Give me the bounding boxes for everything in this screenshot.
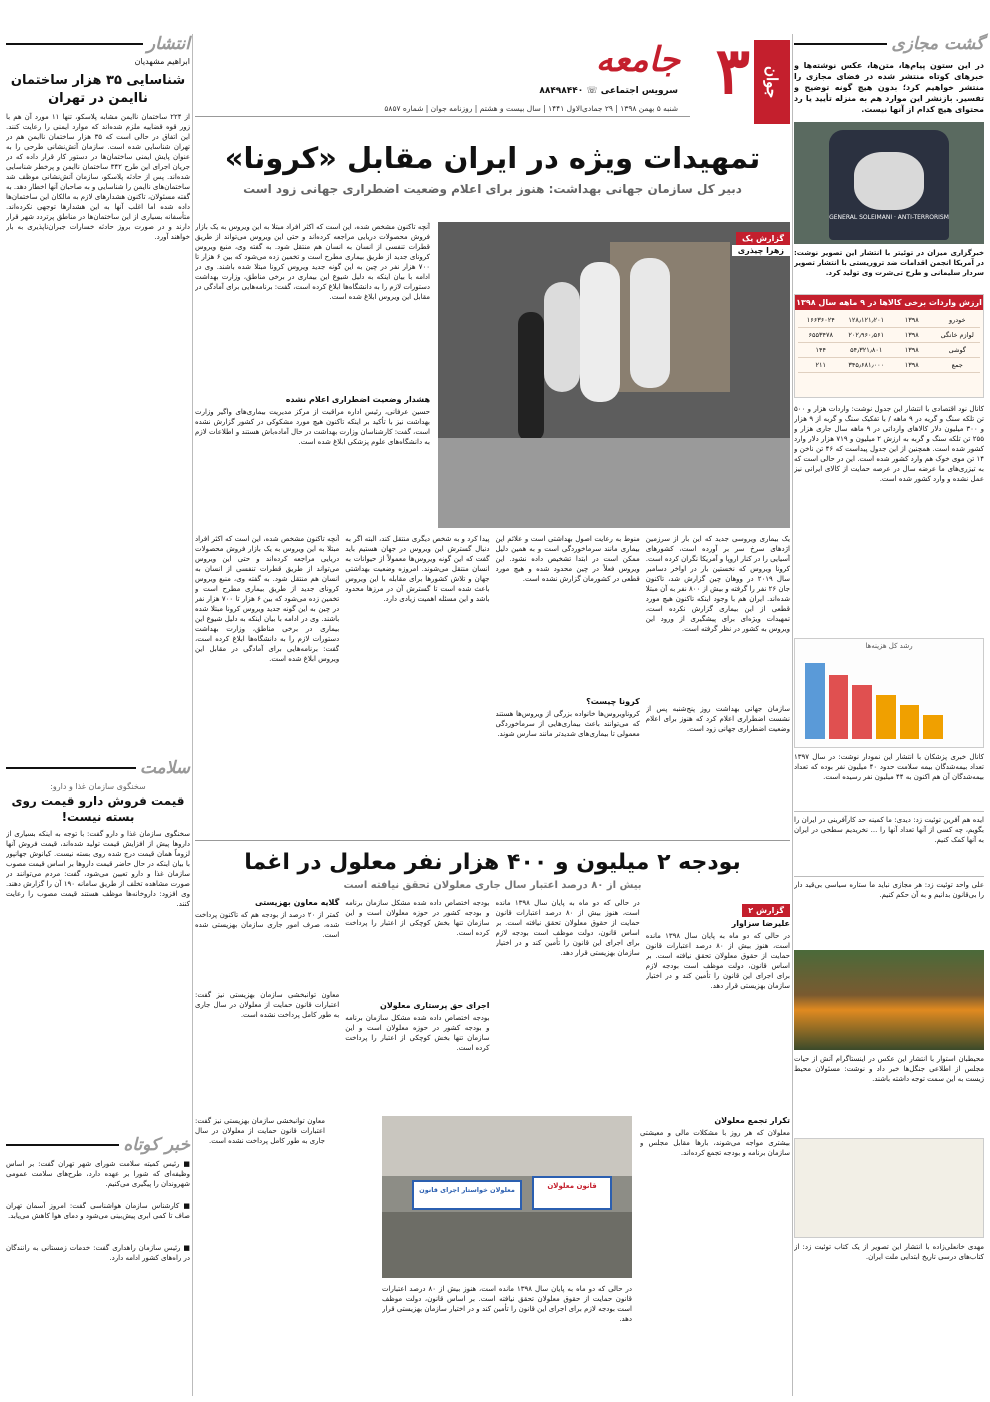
section-header-gasht	[794, 34, 984, 54]
section-title: جامعه	[595, 40, 680, 80]
table-cell: ۶۵۵۳۴۷۸	[808, 331, 833, 339]
table-cell: ۱۳۹۸	[904, 331, 919, 339]
chart-bar	[923, 715, 943, 739]
left-headline: شناسایی ۳۵ هزار ساختمان ناایمن در تهران	[10, 73, 186, 106]
second-lower-left	[195, 1116, 325, 1386]
column-intro: در این ستون پیام‌ها، متن‌ها، عکس نوشته‌ها و خبرهای کوتاه منتشر شده در فضای مجازی را منتشر خواهیم کرد؛ بدون هیچ گونه توضیح و تفسیر. بازنشر این موارد هم به منزله تأیید یا رد محتوای هیچ کدام از آنها نیست.	[794, 61, 984, 114]
service-line: سرویس اجتماعی ☏ ۸۸۴۹۸۴۴۰	[539, 86, 678, 96]
table-cell: ۱۳۹۸	[904, 361, 919, 369]
section-title-brief: خبر کوتاه	[123, 1135, 190, 1155]
insurance-chart	[794, 638, 984, 748]
table-row	[798, 313, 980, 328]
table-cell: گوشی	[948, 346, 966, 354]
subhead: گلایه معاون بهزیستی	[255, 898, 340, 907]
health-headline: قیمت فروش دارو قیمت روی بسته نیست!	[11, 794, 185, 824]
main-col-d	[195, 534, 339, 796]
second-subtitle: بیش از ۸۰ درصد اعتبار سال جاری معلولان تحقق نیافته است	[343, 880, 642, 891]
table-cell: ۱۳۹۸	[904, 316, 919, 324]
table-cell: ۲۰۲٫۹۶۰٫۵۶۱	[848, 331, 885, 339]
tweet-entrepreneur: ایده هم آفرین توئیت زد: دیدی: ما کمینه حد کارآفرینی در ایران را بگویم، چه کسی از آنها تعداد آنها را ... نخریدیم سطحی در ایران به آنها کمک کنیم.	[794, 816, 984, 844]
imports-table-body	[795, 310, 983, 376]
section-header-brief	[6, 1135, 190, 1155]
main-lower-columns	[195, 534, 790, 796]
section-title-enteshar: انتشار	[146, 34, 190, 54]
second-col-3	[345, 898, 489, 1108]
masthead-rule	[195, 116, 690, 117]
report-tag	[732, 226, 790, 256]
left-column	[6, 34, 190, 1273]
main-headline: تمهیدات ویژه در ایران مقابل «کرونا»	[224, 141, 761, 175]
right-column	[794, 34, 984, 1282]
page-number: ۳	[715, 34, 750, 109]
section-title-salamat: سلامت	[139, 758, 190, 778]
tshirt-photo	[794, 122, 984, 244]
body-text: در حالی که دو ماه به پایان سال ۱۳۹۸ مانده است، هنوز بیش از ۸۰ درصد اعتبارات قانون حمایت از حقوق معلولان تحقق نیافته است. بر اساس قانون، دولت موظف است بودجه لازم برای اجرای این قانون را تأمین کند و در اختیار سازمان بهزیستی قرار دهد.	[645, 932, 790, 990]
forest-fire-photo	[794, 950, 984, 1050]
body-text: در حالی که دو ماه به پایان سال ۱۳۹۸ مانده است، هنوز بیش از ۸۰ درصد اعتبارات قانون حمایت از حقوق معلولان تحقق نیافته است. بر اساس قانون، دولت موظف است بودجه لازم برای اجرای این قانون را تأمین کند و در اختیار سازمان بهزیستی قرار دهد.	[382, 1285, 632, 1323]
divider-left	[192, 34, 193, 1396]
table-row	[798, 328, 980, 343]
protest-banner-2: معلولان خواستار اجرای قانون	[412, 1180, 522, 1210]
main-col-b	[496, 534, 640, 796]
health-body: سخنگوی سازمان غذا و دارو گفت: با توجه به اینکه بسیاری از داروها پیش از افزایش قیمت تولید شده‌اند، قیمت فروش آنها لزوماً همان قیمت درج شده روی بسته نیست. کیانوش جهانپور با بیان اینکه در حال حاضر قیمت داروها بر اساس قیمت مصوب سازمان غذا و دارو تعیین می‌شود، گفت: مردم می‌توانند در صورت مشاهده تخلف از طریق سامانه ۱۹۰ آن را گزارش دهند. وی افزود: داروخانه‌ها موظف هستند قیمت مصوب را رعایت کنند.	[6, 830, 190, 908]
body-text: منوط به رعایت اصول بهداشتی است و علائم این بیماری مانند سرماخوردگی است و به همین دلیل ممکن است در ابتدا تشخیص داده نشود. این ویروس فعلاً در چین محدود شده و هیچ مورد قطعی در کشورمان گزارش نشده است.	[495, 535, 640, 583]
second-col-2	[496, 898, 640, 1108]
table-cell: ۱۳۹۸	[904, 346, 919, 354]
body-text: بودجه اختصاص داده شده مشکل سازمان برنامه و بودجه کشور در حوزه معلولان است و این سازمان تنها بخش کوچکی از اعتبار را پرداخت کرده است.	[345, 1014, 490, 1052]
table-row	[798, 343, 980, 358]
subhead: هشدار وضعیت اضطراری اعلام نشده	[285, 395, 430, 404]
table-row	[798, 358, 980, 373]
second-col-1	[646, 898, 790, 1108]
tweet-ali: علی واحد توئیت زد: هر مجازی نباید ما ستاره سیاسی بی‌قید دار را بی‌قانون بدانیم و به آن حکم کنیم.	[794, 881, 984, 899]
main-photo	[438, 222, 790, 528]
report2-author: علیرضا سزاوار	[731, 919, 790, 928]
second-lower-right	[640, 1116, 790, 1390]
main-col-a	[646, 534, 790, 796]
second-story	[195, 848, 790, 1396]
body-text: کروناویروس‌ها خانواده بزرگی از ویروس‌ها هستند که می‌توانند باعث بیماری‌هایی از سرماخوردگی معمولی تا بیماری‌های شدیدتر مانند سارس شوند.	[495, 710, 640, 738]
divider-story	[195, 840, 790, 841]
body-text: کمتر از ۲۰ درصد از بودجه هم که تاکنون پرداخت شده، صرف امور جاری سازمان بهزیستی شده است.	[195, 911, 340, 939]
body-text: بودجه اختصاص داده شده مشکل سازمان برنامه و بودجه کشور در حوزه معلولان است و این سازمان تنها بخش کوچکی از اعتبار را پرداخت کرده است.	[345, 899, 490, 937]
body-text: پیدا کرد و به شخص دیگری منتقل کند، البته اگر به دنبال گسترش این ویروس در جهان هستیم باید گفت که این گونه ویروس‌ها معمولاً از حیوانات به انسان منتقل می‌شوند. امروزه وضعیت بهداشتی جهان و تلاش کشورها برای مقابله با این ویروس باعث شده است تا گسترش آن در مرزها محدود باشد و این مسئله اهمیت زیادی دارد.	[345, 535, 490, 603]
fire-caption: محیطبان استوار با انتشار این عکس در اینستاگرام آتش از حیات مجلس از اطلاعی جنگل‌ها خبر داد و نوشت: مسئولان محیط زیست به این سمت توجه داشته باشند.	[794, 1055, 984, 1083]
imports-table	[794, 294, 984, 398]
divider-right	[792, 34, 793, 1396]
body-text: معلولان که هر روز با مشکلات مالی و معیشتی بیشتری مواجه می‌شوند، بارها مقابل مجلس و سازمان برنامه و بودجه تجمع کرده‌اند.	[640, 1129, 790, 1157]
chart-caption: کانال خبری پزشکان با انتشار این نمودار نوشت: در سال ۱۳۹۷ تعداد بیمه‌شدگان بیمه سلامت حدود ۴۰ میلیون نفر بوده که تعداد بیمه‌شدگان آن هم اکنون به ۴۴ میلیون نفر رسیده است.	[794, 753, 984, 781]
letter-photo	[794, 1138, 984, 1238]
brief-item: ■ رئیس سازمان راهداری گفت: خدمات زمستانی به رانندگان در راه‌های کشور ادامه دارد.	[6, 1244, 190, 1262]
imports-text: کانال نود اقتصادی با انتشار این جدول نوشت: واردات هزار و ۵۰۰ تن تلکه سنگ و گریه در ۹ ماهه / با تفکیک سنگ و گربه از ۹ هزار و ۳۰۰ میلیون دلار کالاهای وارداتی در ۹ ماهه سال جاری هزار و ۲۵۵ تن تلکه سنگ و گربه به ارزش ۲ میلیون و ۷۱۹ هزار دلار وارد کشور شده است. همچنین از این جدول پیداست که ۴۶ تن ناخن و ۱۴ تن موی خوک هم وارد کشور شده است. این در حالی است که به تیزری‌های ما عرضه سال در عرصه حمایت از کالای ایرانی نیز عمل نشده و وارد کشور شده است.	[794, 405, 984, 483]
brief-item: ■ کارشناس سازمان هواشناسی گفت: امروز آسمان تهران صاف تا کمی ابری پیش‌بینی می‌شود و دمای هوا کاهش می‌یابد.	[6, 1202, 190, 1220]
main-col-c	[345, 534, 489, 796]
section-title-gasht: گشت مجازی	[891, 34, 984, 54]
left-body: از ۲۲۴ ساختمان ناایمن مشابه پلاسکو، تنها ۱۱ مورد آن هم با زور قوه قضاییه ملزم شده‌اند که موارد ایمنی را رعایت کنند. این اتفاق در حالی است که ۳۵ هزار ساختمان ناایمن هم در تهران شناسایی شده است. سازمان آتش‌نشانی طرحی را به عنوان پایش ایمنی ساختمان‌ها در دستور کار قرار داده که در جریان اجرای این طرح ۳۴۲ ساختمان ناایمن و پرخطر شناسایی شده‌اند. پس از حادثه پلاسکو، سازمان آتش‌نشانی موظف شد ساختمان‌های ناایمن را شناسایی و به صاحبان آنها اخطار دهد. به گفته مسئولان، تاکنون هشدارهای لازم به مالکان این ساختمان‌ها داده شده اما اغلب آنها به این هشدارها توجهی نکرده‌اند. متأسفانه بسیاری از این ساختمان‌ها در مناطق پرتردد شهر قرار دارند و در صورت بروز حادثه خسارات جبران‌ناپذیری به بار خواهند آورد.	[6, 113, 190, 241]
second-lower-mid	[382, 1284, 632, 1384]
brief-item: ■ رئیس کمیته سلامت شورای شهر تهران گفت: بر اساس وظیفه‌ای که شورا بر عهده دارد، طرح‌های سلامت عمومی شهروندان را پیگیری می‌کنیم.	[6, 1160, 190, 1188]
chart-bar	[805, 663, 825, 739]
chart-bar	[876, 695, 896, 739]
dateline: شنبه ۵ بهمن ۱۳۹۸ | ۲۹ جمادی‌الاول ۱۴۴۱ | سال بیست و هشتم | روزنامه جوان | شماره ۵۸۵۷	[384, 104, 678, 113]
main-text-col1	[195, 222, 430, 531]
table-cell: ۱۲۸٫۱۲۱٫۲۰۱	[848, 316, 885, 324]
letter-caption: مهدی خانعلی‌زاده با انتشار این تصویر از یک کتاب توئیت زد: از کتاب‌های درسی تاریخ ابتدایی ملت ایران.	[794, 1243, 984, 1261]
chart-bar	[900, 705, 920, 739]
table-cell: ۱۴۴	[815, 346, 826, 354]
subhead: اجرای حق پرستاری معلولان	[380, 1001, 490, 1010]
table-cell: لوازم خانگی	[940, 331, 974, 339]
body-text: آنچه تاکنون مشخص شده، این است که اکثر افراد مبتلا به این ویروس به یک بازار فروش محصولات دریایی مراجعه کرده‌اند و حتی این ویروس می‌تواند از طریق قطرات تنفسی از انسان به انسان هم منتقل شود. به گفته وی، منبع ویروس کرونای جدید از طریق بیماری مطرح است و تخمین زده می‌شود که بین ۶ هزار تا ۷۰۰ هزار نفر در چین به این گونه جدید ویروس کرونا مبتلا شده باشند. وی در ادامه با بیان اینکه به دلیل شیوع این بیماری در برخی مناطق، وزارت بهداشت دستورات لازم را به دانشگاه‌ها ابلاغ کرده است، گفت: برنامه‌هایی برای آمادگی در مقابل این ویروس ابلاغ شده است.	[195, 223, 430, 301]
section-header-salamat	[6, 758, 190, 778]
body-text: حسین عرفانی، رئیس اداره مراقبت از مرکز مدیریت بیماری‌های واگیر وزارت بهداشت نیز با تأکید بر اینکه تاکنون هیچ مورد مشکوکی در کشور گزارش نشده است، گفت: کارشناسان وزارت بهداشت در حال آماده‌باش هستند و اطلاعات لازم به دانشگاه‌های علوم پزشکی ابلاغ شده است.	[195, 408, 430, 446]
body-text: در حالی که دو ماه به پایان سال ۱۳۹۸ مانده است، هنوز بیش از ۸۰ درصد اعتبارات قانون حمایت از حقوق معلولان تحقق نیافته است. بر اساس قانون، دولت موظف است بودجه لازم برای اجرای این قانون را تأمین کند و در اختیار سازمان بهزیستی قرار دهد.	[495, 899, 640, 957]
protest-photo	[382, 1116, 632, 1278]
table-cell: ۵۴٫۳۲۱٫۸۰۱	[850, 346, 883, 354]
table-cell: ۳۴۵٫۶۸۱٫۰۰۰	[848, 361, 885, 369]
newspaper-logo: جوان	[754, 40, 790, 124]
protest-banner-1: قانون معلولان	[532, 1176, 612, 1210]
chart-bar	[829, 675, 849, 739]
kicker: سخنگوی سازمان غذا و دارو:	[50, 782, 146, 791]
table-cell: ۱۶۶۳۶۰۲۴	[806, 316, 835, 324]
report-tag-label: گزارش یک	[736, 232, 790, 245]
chart-title: رشد کل هزینه‌ها	[865, 642, 913, 650]
subhead: کرونا چیست؟	[586, 697, 640, 706]
body-text: سازمان جهانی بهداشت روز پنج‌شنبه پس از نشست اضطراری اعلام کرد که هنوز برای اعلام وضعیت اضطراری جهانی زود است.	[645, 705, 790, 733]
main-story	[195, 138, 790, 798]
subhead: تکرار تجمع معلولان	[714, 1116, 790, 1125]
main-subtitle: دبیر کل سازمان جهانی بهداشت: هنوز برای اعلام وضعیت اضطراری جهانی زود است	[243, 182, 742, 196]
table-cell: جمع	[951, 361, 963, 369]
second-columns	[195, 898, 790, 1108]
table-cell: ۲۱۱	[815, 361, 826, 369]
body-text: یک بیماری ویروسی جدید که این بار از سرزمین اژدهای سرخ سر بر آورده است، کشورهای آسیایی را در کنار اروپا و آمریکا نگران کرده است. کرونا ویروس که نخستین بار در اواخر دسامبر سال ۲۰۱۹ در ووهان چین گزارش شد، تاکنون جان ۲۶ نفر را گرفته و بیش از ۸۰۰ نفر به آن مبتلا شده‌اند. ایران هم با وجود اینکه تاکنون هیچ مورد قطعی از این بیماری گزارش نکرده است، تمهیدات ویژه‌ای برای پیشگیری از ورود این ویروس به کشور در نظر گرفته است.	[645, 535, 790, 633]
table-cell: خودرو	[948, 316, 966, 324]
body-text: آنچه تاکنون مشخص شده، این است که اکثر افراد مبتلا به این ویروس به یک بازار فروش محصولات دریایی مراجعه کرده‌اند و حتی این ویروس می‌تواند از طریق قطرات تنفسی از انسان به انسان هم منتقل شود. به گفته وی، منبع ویروس کرونای جدید از طریق بیماری مطرح است و تخمین زده می‌شود که بین ۶ هزار تا ۷۰۰ هزار نفر در چین به این گونه جدید ویروس کرونا مبتلا شده باشند. وی در ادامه با بیان اینکه به دلیل شیوع این بیماری در برخی مناطق، وزارت بهداشت دستورات لازم را به دانشگاه‌ها ابلاغ کرده است، گفت: برنامه‌هایی برای آمادگی در مقابل این ویروس ابلاغ شده است.	[195, 535, 340, 663]
section-header-enteshar	[6, 34, 190, 54]
tshirt-text: GENERAL SOLEIMANI · ANTI-TERRORISM	[829, 214, 949, 221]
body-text: معاون توانبخشی سازمان بهزیستی نیز گفت: اعتبارات قانون حمایت از معلولان در سال جاری به طور کامل پرداخت نشده است.	[195, 991, 340, 1019]
body-text: معاون توانبخشی سازمان بهزیستی نیز گفت: اعتبارات قانون حمایت از معلولان در سال جاری به طور کامل پرداخت نشده است.	[195, 1117, 325, 1145]
chart-bar	[852, 685, 872, 739]
tshirt-caption: خبرگزاری میزان در توئیتر با انتشار این تصویر نوشت: در آمریکا انجمن اقدامات ضد تروریستی با انتشار تصویر سردار سلیمانی و طرح تی‌شرت وی تولید کرد.	[794, 249, 984, 277]
report-author: زهرا چیذری	[732, 245, 790, 256]
second-col-4	[195, 898, 339, 1108]
masthead	[195, 36, 790, 128]
byline: ابراهیم مشهدیان	[134, 57, 190, 66]
imports-table-title: ارزش واردات برخی کالاها در ۹ ماهه سال ۱۳۹۸	[795, 295, 983, 310]
second-headline: بودجه ۲ میلیون و ۴۰۰ هزار نفر معلول در اغما	[244, 850, 741, 875]
report2-tag: گزارش ۲	[742, 904, 790, 917]
